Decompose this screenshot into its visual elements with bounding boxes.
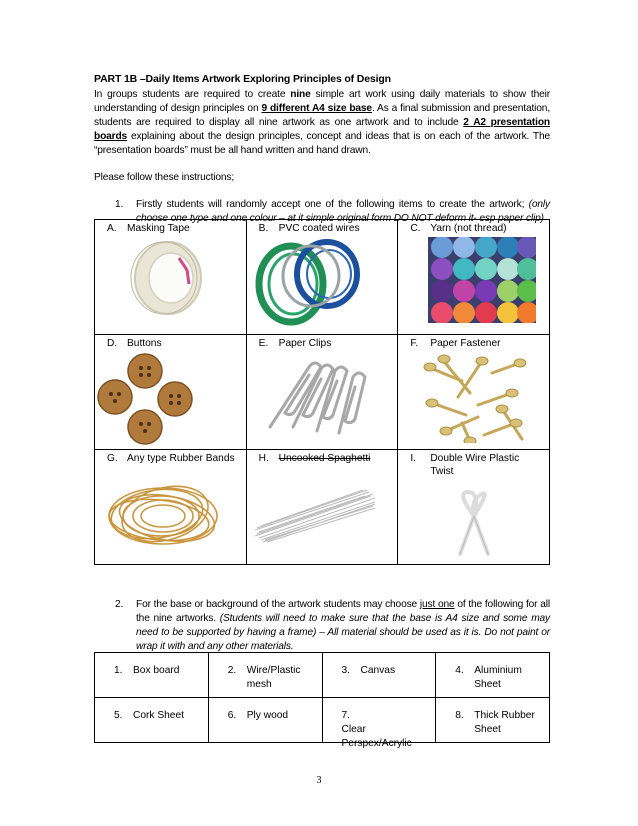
pvc-wire-image [255,236,363,326]
item-cell: F. Paper Fastener [398,335,550,450]
spaghetti-image [255,484,377,544]
item-cell: C. Yarn (not thread) [398,220,550,335]
instruction-step-2: 2. For the base or background of the artwork students may choose just one of the following for all the nine artworks. (Students will need to make sure that the base is A4 size and some may need to be supported by having a frame) – All material should be used as it is. Do not paint or wrap it with and any other materials. [115,599,550,652]
base-cell: 6. Ply wood [208,698,322,743]
item-cell: A. Masking Tape [95,220,247,335]
items-table [94,219,550,565]
paper-fastener-image [422,353,526,443]
item-cell: H. Uncooked Spaghetti [246,450,398,565]
buttons-image [97,351,199,447]
instructions-lead: Please follow these instructions; [94,172,235,183]
intro-paragraph: In groups students are required to create nine simple art work using daily materials to show their understanding of design principles on 9 different A4 size base. As a final submission and presentation, students are required to display all nine artwork as one artwork and to include 2 A2 presentation boards explaining about the design principles, concept and ideas that is on each of the artwork. The “presentation boards” must be all hand written and hand drawn. [94,89,551,156]
base-cell: 1. Box board [95,653,209,698]
paper-clips-image [265,355,377,437]
rubber-bands-image [105,480,223,550]
base-cell: 5. Cork Sheet [95,698,209,743]
base-cell: 7.Clear Perspex/Acrylic [322,698,436,743]
base-cell: 2. Wire/Plastic mesh [208,653,322,698]
page-number: 3 [316,775,322,786]
masking-tape-image [129,238,207,318]
plastic-twist-image [450,488,498,558]
item-cell: G. Any type Rubber Bands [95,450,247,565]
base-cell: 8. Thick Rubber Sheet [436,698,550,743]
document-body [94,72,550,226]
instruction-step-1: 1. Firstly students will randomly accept one of the following items to create the artwork; (only choose one type and one colour – at it simple original form DO NOT deform it- esp paper clip) [115,199,550,224]
item-cell: D. Buttons [95,335,247,450]
section-heading: PART 1B –Daily Items Artwork Exploring Principles of Design [94,73,391,85]
item-cell: B. PVC coated wires [246,220,398,335]
item-cell: I. Double Wire Plastic Twist [398,450,550,565]
bases-table [94,652,550,749]
item-cell: E. Paper Clips [246,335,398,450]
yarn-image [428,237,536,323]
base-cell: 4. Aluminium Sheet [436,653,550,698]
base-cell: 3. Canvas [322,653,436,698]
